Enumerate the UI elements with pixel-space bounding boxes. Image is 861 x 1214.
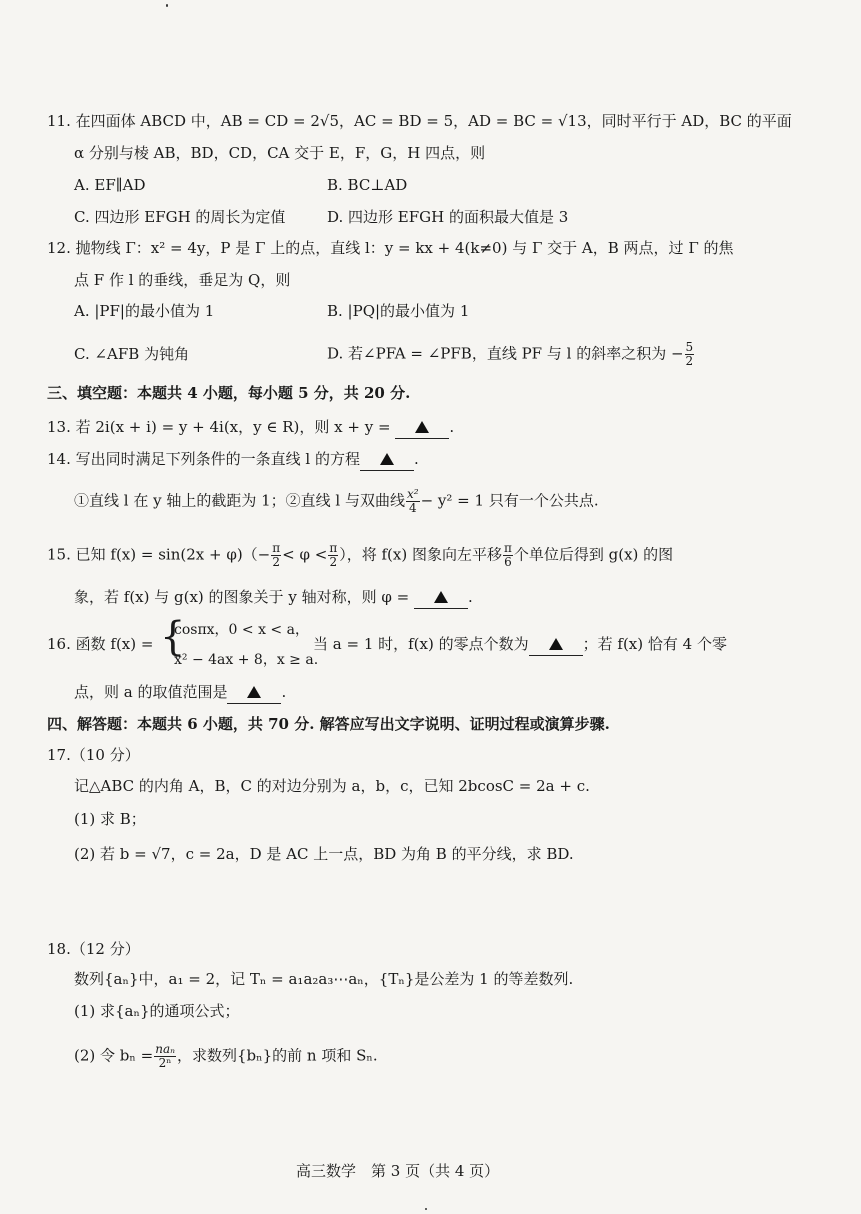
q14-conditions [74, 488, 599, 515]
fraction [154, 1043, 176, 1070]
piecewise-brace: { [160, 614, 186, 660]
answer-blank[interactable] [529, 633, 583, 656]
q14 [47, 448, 419, 471]
q11-line2: α 分别与棱 AB，BD，CD，CA 交于 E，F，G，H 四点，则 [74, 144, 486, 162]
triangle-icon [549, 638, 563, 650]
q12-option-a: A. |PF|的最小值为 1 [74, 302, 215, 320]
scan-speck [425, 1208, 427, 1210]
fraction-numerator: π [272, 541, 281, 555]
q16-line2-text: 点，则 a 的取值范围是 [74, 683, 228, 701]
fraction-numerator: π [329, 541, 338, 555]
q16-middle-text: 当 a = 1 时，f(x) 的零点个数为 [313, 635, 529, 653]
q15-end: . [467, 588, 473, 606]
q16-case2: x² − 4ax + 8，x ≥ a. [174, 652, 319, 668]
q12-option-d-text: D. 若∠PFA = ∠PFB，直线 PF 与 l 的斜率之积为 − [327, 344, 684, 363]
fraction [685, 341, 695, 368]
fraction-denominator: 2 [329, 555, 338, 569]
q12-line1: 12. 抛物线 Γ：x² = 4y，P 是 Γ 上的点，直线 l：y = kx + 4(k≠0) 与 Γ 交于 A，B 两点，过 Γ 的焦 [47, 239, 734, 257]
triangle-icon [415, 421, 429, 433]
q16-middle [313, 633, 727, 656]
q15-line2-text: 象，若 f(x) 与 g(x) 的图象关于 y 轴对称，则 φ = [74, 588, 410, 606]
q11-option-d: D. 四边形 EFGH 的面积最大值是 3 [327, 208, 569, 226]
q18-part1: (1) 求{aₙ}的通项公式； [74, 1002, 240, 1020]
fraction-numerator: x² [407, 487, 419, 501]
q11-option-c: C. 四边形 EFGH 的周长为定值 [74, 208, 286, 226]
q16-line2 [74, 681, 286, 704]
q18-part2-text: (2) 令 bₙ = [74, 1046, 154, 1065]
answer-blank[interactable] [395, 416, 449, 439]
q17-part2: (2) 若 b = √7，c = 2a，D 是 AC 上一点，BD 为角 B 的平分线，求 BD. [74, 845, 574, 863]
scan-speck [166, 4, 168, 7]
q11-option-b: B. BC⊥AD [327, 176, 408, 194]
fraction [406, 488, 420, 515]
fraction-numerator: 5 [685, 340, 694, 354]
q16-end: . [281, 683, 287, 701]
answer-blank[interactable] [227, 681, 281, 704]
fraction-denominator: 4 [408, 501, 417, 515]
q18-part2-end: ，求数列{bₙ}的前 n 项和 Sₙ. [176, 1046, 378, 1065]
q12-option-d [327, 341, 695, 368]
fraction-denominator: 2 [685, 354, 694, 368]
q12-option-b: B. |PQ|的最小值为 1 [327, 302, 470, 320]
q12-option-c: C. ∠AFB 为钝角 [74, 345, 190, 363]
q14-conditions-text: ①直线 l 在 y 轴上的截距为 1；②直线 l 与双曲线 [74, 491, 405, 510]
page-footer: 高三数学 第 3 页（共 4 页） [296, 1162, 500, 1180]
fraction-denominator: 6 [504, 555, 512, 569]
q17-statement: 记△ABC 的内角 A，B，C 的对边分别为 a，b，c，已知 2bcosC = 2a + c. [74, 777, 590, 795]
q18-part2 [74, 1043, 378, 1070]
fraction-numerator: π [503, 541, 512, 555]
q12-line2: 点 F 作 l 的垂线，垂足为 Q，则 [74, 271, 291, 289]
triangle-icon [434, 591, 448, 603]
answer-blank[interactable] [414, 586, 468, 609]
section-4-heading: 四、解答题：本题共 6 小题，共 70 分. 解答应写出文字说明、证明过程或演算步骤. [47, 715, 610, 733]
q16-middle-text2: ；若 f(x) 恰有 4 个零 [582, 635, 727, 653]
fraction [328, 542, 338, 569]
q18-statement: 数列{aₙ}中，a₁ = 2，记 Tₙ = a₁a₂a₃⋯aₙ，{Tₙ}是公差为 1 的等差数列. [74, 970, 574, 988]
fraction-numerator: naₙ [155, 1042, 175, 1056]
q15-line2 [74, 586, 473, 609]
q14-conditions-end: − y² = 1 只有一个公共点. [420, 491, 599, 510]
q13-text: 13. 若 2i(x + i) = y + 4i(x，y ∈ R)，则 x + y = [47, 418, 391, 436]
q15-text-a: 15. 已知 f(x) = sin(2x + φ)（− [47, 545, 271, 564]
q15-text-c: ），将 f(x) 图象向左平移 [339, 545, 502, 564]
q14-text: 14. 写出同时满足下列条件的一条直线 l 的方程 [47, 450, 360, 468]
q11-option-a: A. EF∥AD [74, 176, 146, 194]
q13-end: . [449, 418, 455, 436]
q15-text-d: 个单位后得到 g(x) 的图 [513, 545, 674, 564]
q17-heading: 17.（10 分） [47, 746, 140, 764]
fraction [503, 542, 513, 569]
q14-end: . [413, 450, 419, 468]
section-3-heading: 三、填空题：本题共 4 小题，每小题 5 分，共 20 分. [47, 384, 411, 402]
q15-line1 [47, 542, 673, 569]
q17-part1: (1) 求 B； [74, 810, 146, 828]
q11-line1: 11. 在四面体 ABCD 中，AB = CD = 2√5，AC = BD = 5，AD = BC = √13，同时平行于 AD，BC 的平面 [47, 112, 792, 130]
answer-blank[interactable] [360, 448, 414, 471]
q16-case1: cosπx，0 < x < a， [174, 622, 309, 638]
q16-lead: 16. 函数 f(x) = [47, 635, 154, 653]
q13 [47, 416, 454, 439]
fraction-denominator: 2ⁿ [158, 1056, 172, 1070]
fraction [271, 542, 281, 569]
q18-heading: 18.（12 分） [47, 940, 140, 958]
q15-text-b: < φ < [282, 545, 328, 564]
triangle-icon [380, 453, 394, 465]
triangle-icon [247, 686, 261, 698]
fraction-denominator: 2 [272, 555, 281, 569]
